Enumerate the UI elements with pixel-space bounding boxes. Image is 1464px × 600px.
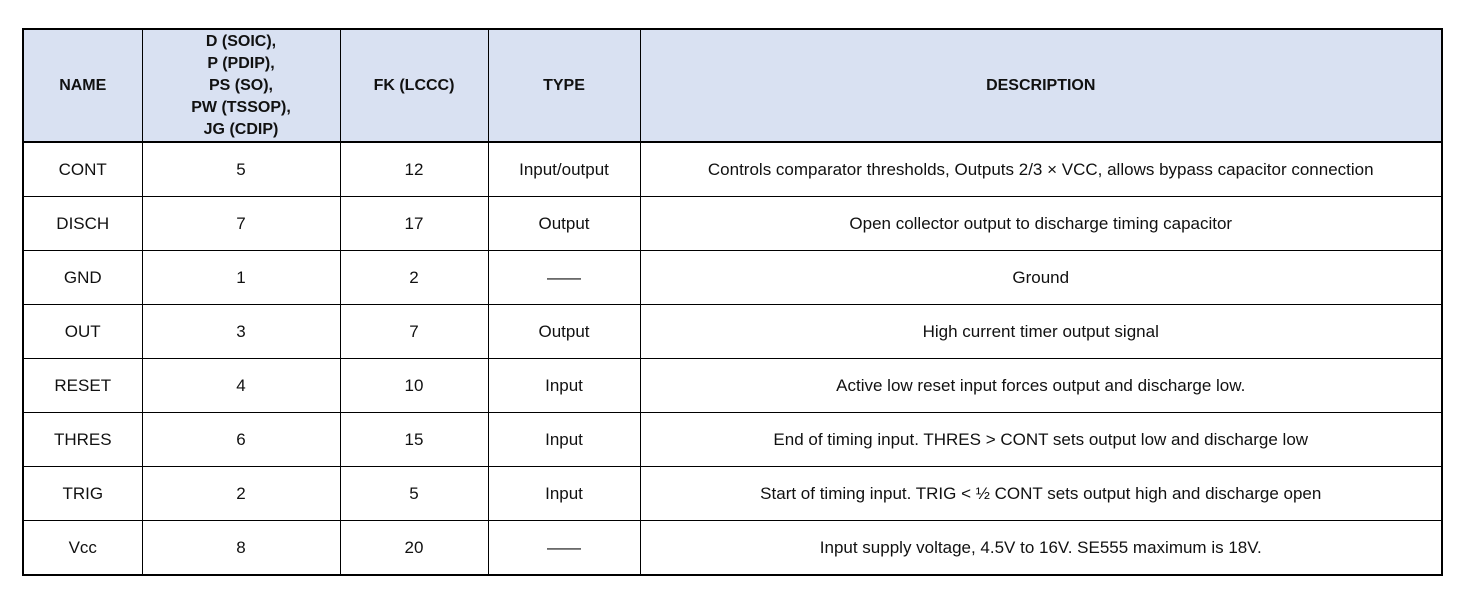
cell-name: OUT	[23, 305, 142, 359]
cell-description: Controls comparator thresholds, Outputs 2/3 × VCC, allows bypass capacitor connection	[640, 142, 1442, 197]
cell-pkg-pin: 2	[142, 467, 340, 521]
cell-description: Input supply voltage, 4.5V to 16V. SE555 maximum is 18V.	[640, 521, 1442, 576]
cell-pkg-pin: 4	[142, 359, 340, 413]
cell-fk-pin: 12	[340, 142, 488, 197]
cell-pkg-pin: 1	[142, 251, 340, 305]
table-row	[23, 521, 1442, 576]
header-package-line: P (PDIP),	[207, 54, 275, 72]
table-row	[23, 305, 1442, 359]
cell-type: ——	[488, 521, 640, 576]
cell-name: GND	[23, 251, 142, 305]
cell-pkg-pin: 6	[142, 413, 340, 467]
header-package-pins	[142, 29, 340, 142]
cell-description: Start of timing input. TRIG < ½ CONT sets output high and discharge open	[640, 467, 1442, 521]
pin-function-table	[22, 28, 1443, 576]
cell-name: THRES	[23, 413, 142, 467]
cell-name: TRIG	[23, 467, 142, 521]
header-name: NAME	[23, 29, 142, 142]
table-row	[23, 251, 1442, 305]
header-package-line: JG (CDIP)	[203, 120, 279, 138]
cell-fk-pin: 7	[340, 305, 488, 359]
cell-type: Input/output	[488, 142, 640, 197]
cell-name: CONT	[23, 142, 142, 197]
table-row	[23, 359, 1442, 413]
table-row	[23, 413, 1442, 467]
cell-fk-pin: 15	[340, 413, 488, 467]
header-package-line: PW (TSSOP),	[191, 98, 291, 116]
cell-pkg-pin: 5	[142, 142, 340, 197]
cell-fk-pin: 10	[340, 359, 488, 413]
header-fk: FK (LCCC)	[340, 29, 488, 142]
cell-fk-pin: 17	[340, 197, 488, 251]
cell-pkg-pin: 3	[142, 305, 340, 359]
cell-name: DISCH	[23, 197, 142, 251]
table-row	[23, 142, 1442, 197]
cell-description: Ground	[640, 251, 1442, 305]
cell-fk-pin: 2	[340, 251, 488, 305]
cell-name: Vcc	[23, 521, 142, 576]
cell-type: Input	[488, 413, 640, 467]
cell-description: Active low reset input forces output and discharge low.	[640, 359, 1442, 413]
cell-type: Output	[488, 305, 640, 359]
table-header	[23, 29, 1442, 142]
cell-type: Output	[488, 197, 640, 251]
cell-type: ——	[488, 251, 640, 305]
cell-type: Input	[488, 359, 640, 413]
table-row	[23, 197, 1442, 251]
header-package-line: D (SOIC),	[205, 32, 277, 50]
cell-description: High current timer output signal	[640, 305, 1442, 359]
cell-name: RESET	[23, 359, 142, 413]
cell-description: Open collector output to discharge timing capacitor	[640, 197, 1442, 251]
table-body	[23, 142, 1442, 575]
header-description: DESCRIPTION	[640, 29, 1442, 142]
cell-fk-pin: 20	[340, 521, 488, 576]
cell-type: Input	[488, 467, 640, 521]
cell-description: End of timing input. THRES > CONT sets output low and discharge low	[640, 413, 1442, 467]
cell-fk-pin: 5	[340, 467, 488, 521]
header-row	[23, 29, 1442, 142]
header-package-line: PS (SO),	[208, 76, 273, 94]
table-row	[23, 467, 1442, 521]
header-type: TYPE	[488, 29, 640, 142]
cell-pkg-pin: 8	[142, 521, 340, 576]
cell-pkg-pin: 7	[142, 197, 340, 251]
